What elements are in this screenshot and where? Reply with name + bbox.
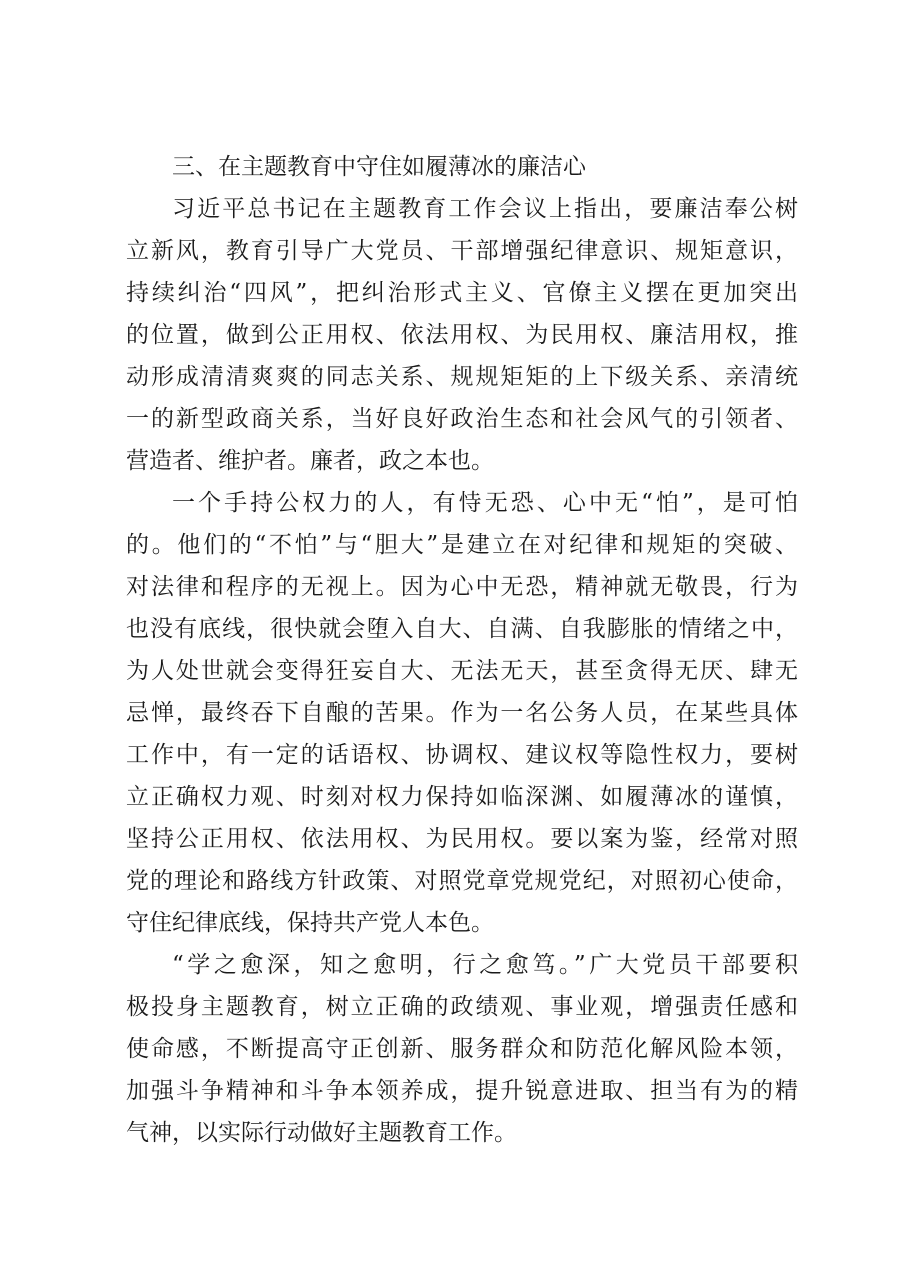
paragraph-line: 的。他们的“不怕”与“胆大”是建立在对纪律和规矩的突破、 <box>126 532 798 558</box>
paragraph-line: 营造者、维护者。廉者，政之本也。 <box>126 448 494 474</box>
paragraph-line: 一个手持公权力的人，有恃无恐、心中无“怕”，是可怕 <box>172 490 798 516</box>
paragraph-line: 加强斗争精神和斗争本领养成，提升锐意进取、担当有为的精 <box>126 1078 798 1104</box>
paragraph-line: 动形成清清爽爽的同志关系、规规矩矩的上下级关系、亲清统 <box>126 364 798 390</box>
paragraph-line: 的位置，做到公正用权、依法用权、为民用权、廉洁用权，推 <box>126 322 798 348</box>
paragraph-line: 为人处世就会变得狂妄自大、无法无天，甚至贪得无厌、肆无 <box>126 658 798 684</box>
document-body <box>126 146 798 1154</box>
paragraph-line: 工作中，有一定的话语权、协调权、建议权等隐性权力，要树 <box>126 742 798 768</box>
paragraph-line: 持续纠治“四风”，把纠治形式主义、官僚主义摆在更加突出 <box>126 280 798 306</box>
paragraph-line: 习近平总书记在主题教育工作会议上指出，要廉洁奉公树 <box>172 196 798 222</box>
paragraph-1 <box>126 188 798 482</box>
section-heading: 三、在主题教育中守住如履薄冰的廉洁心 <box>172 154 586 180</box>
paragraph-line: 极投身主题教育，树立正确的政绩观、事业观，增强责任感和 <box>126 994 798 1020</box>
paragraph-line: 坚持公正用权、依法用权、为民用权。要以案为鉴，经常对照 <box>126 826 798 852</box>
paragraph-2 <box>126 482 798 944</box>
paragraph-line: 使命感，不断提高守正创新、服务群众和防范化解风险本领， <box>126 1036 798 1062</box>
paragraph-line: 忌惮，最终吞下自酿的苦果。作为一名公务人员，在某些具体 <box>126 700 798 726</box>
paragraph-line: 党的理论和路线方针政策、对照党章党规党纪，对照初心使命， <box>126 868 798 894</box>
paragraph-line: 一的新型政商关系，当好良好政治生态和社会风气的引领者、 <box>126 406 798 432</box>
paragraph-3 <box>126 944 798 1154</box>
paragraph-line: 立正确权力观、时刻对权力保持如临深渊、如履薄冰的谨慎， <box>126 784 798 810</box>
paragraph-line: 气神，以实际行动做好主题教育工作。 <box>126 1120 517 1146</box>
paragraph-line: “学之愈深，知之愈明，行之愈笃。”广大党员干部要积 <box>172 952 798 978</box>
paragraph-line: 也没有底线，很快就会堕入自大、自满、自我膨胀的情绪之中， <box>126 616 798 642</box>
paragraph-line: 对法律和程序的无视上。因为心中无恐，精神就无敬畏，行为 <box>126 574 798 600</box>
paragraph-line: 守住纪律底线，保持共产党人本色。 <box>126 910 494 936</box>
paragraph-line: 立新风，教育引导广大党员、干部增强纪律意识、规矩意识， <box>126 238 798 264</box>
